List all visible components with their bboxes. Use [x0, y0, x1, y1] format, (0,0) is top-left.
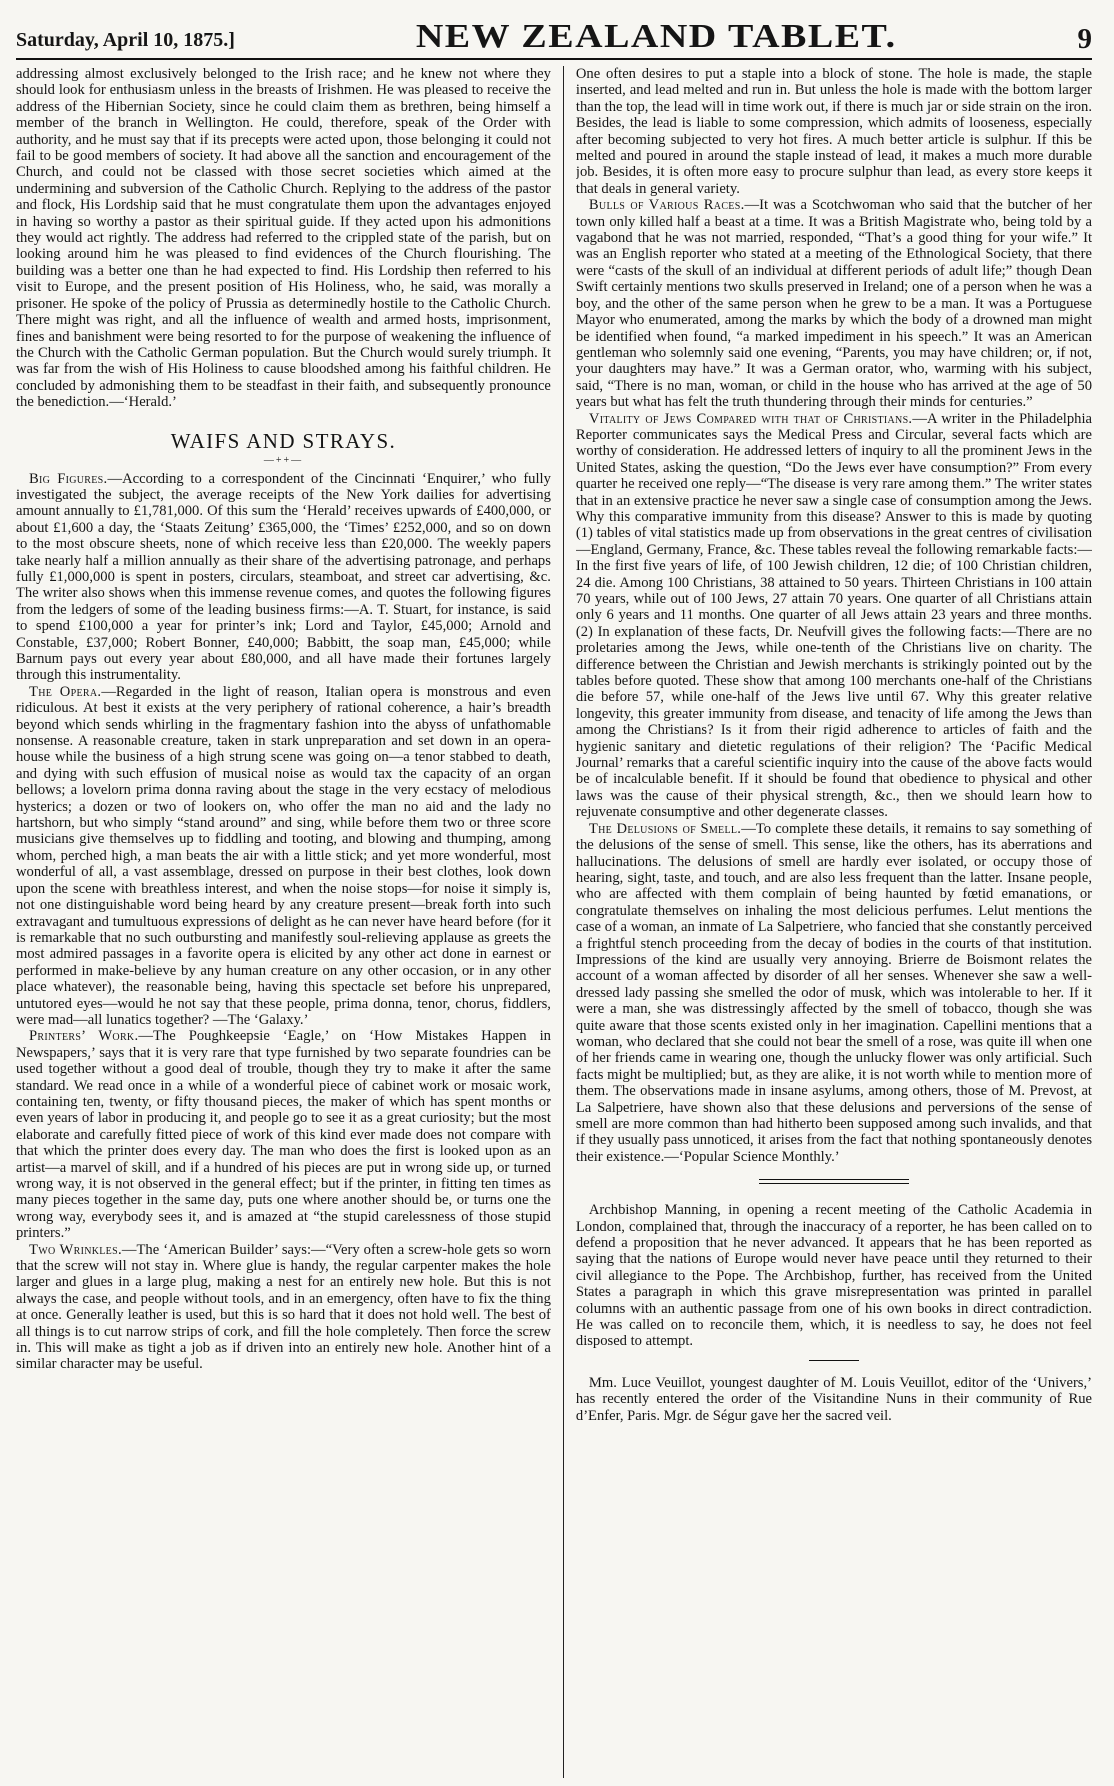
article-archbishop-manning: Archbishop Manning, in opening a recent meeting of the Catholic Academia in London, complained that, through the inaccuracy of a reporter, he has been called on to defend a proposition that he never advanced. It appears that he has been reported as saying that the nations of Europe would never have peace until they returned to their civil allegiance to the Pope. The Archbishop, further, has received from the United States a paragraph in which this grave misrepresentation was printed in parallel columns with an authentic passage from one of his own books in direct contradiction. He was called on to reconcile them, which, it is needless to say, he does not feel disposed to attempt.	[575, 1202, 1092, 1350]
article-body: —It was a Scotchwoman who said that the butcher of her town only killed half a beast at a time. It was a British Magistrate who, being told by a vagabond that he was not married, responded, “That’s a good thing for your wife.” It was an English reporter who stated at a meeting of the Ethnological Society, that there were “casts of the skull of an individual at different periods of adult life;” though Dean Swift certainly mentions two skulls preserved in Ireland; one of a person when he was a boy, and the other of the same person when he grew to be a man. It was a Portuguese Mayor who enumerated, among the marks by which the body of a drowned man might be identified when found, “a marked impediment in his speech.” It was an American gentleman who solemnly said one evening, “Parents, you may have children; or, if not, your daughters may have.” It was a German orator, who, warming with his subject, said, “There is no man, woman, or child in the house who has arrived at the age of 50 years but what has felt the truth thundering through their minds for centuries.”	[575, 197, 1092, 411]
article-lead: The Opera.	[29, 683, 102, 700]
newspaper-title: NEW ZEALAND TABLET.	[415, 17, 897, 55]
article-body: —A writer in the Philadelphia Reporter communicates says the Medical Press and Circular, several facts which are worthy of consideration. He addressed letters of inquiry to all the prominent Jews in the United States, asking the question, “Do the Jews ever have consumption?” From every quarter he received one reply—“The disease is very rare among them.” The writer states that in an extensive practice he never saw a single case of consumption among the Jews. Why this comparative immunity from this disease? Answer to this is made by quoting (1) tables of vital statistics made up from observations in the great centres of civilisation—England, Germany, France, &c. These tables reveal the following remarkable facts:—In the first five years of life, of 100 Jewish children, 12 die; of 100 Christian children, 24 die. Among 100 Christians, 38 attained to 50 years. Thirteen Christians in 100 attain 70 years, while out of 100 Jews, 27 attain 70 years. One quarter of all Christians attain only 6 years and 11 months. One quarter of all Jews attain 23 years and three months. (2) In explanation of these facts, Dr. Neufvill gives the following facts:—There are no proletaries among the Jews, while one-tenth of the Christians live on charity. The difference between the Christian and Jewish merchants is strikingly pointed out by the tables before quoted. These show that among 100 merchants one-half of the Christians die before 57, while one-half of the Jews live until 67. Why this greater relative longevity, this greater immunity from disease, and tenacity of life among the Jews than among the Christians? Is it from their rigid adherence to articles of faith and the hygienic sanitary and dietetic regulations of their religion? The ‘Pacific Medical Journal’ remarks that a careful scientific inquiry into the cause of the above facts would be of incalculable benefit. If it should be found that obedience to physical and other laws was the cause of their physical strength, &c., then we should learn how to rejuvenate consumptive and other degenerate classes.	[575, 410, 1092, 821]
left-column	[16, 66, 551, 1778]
article-body: —Regarded in the light of reason, Italian opera is monstrous and even ridiculous. At best it exists at the very periphery of rational coherence, a hair’s breadth beyond which sends whirling in the fragmentary fashion into the abyss of unfathomable nonsense. A reasonable creature, taken in stark unpreparation and set down in an opera-house while the business of a high strung scene was going on—a tenor stabbed to death, and dying with such effusion of musical noise as would tax the capacity of an organ bellows; a lovelorn prima donna raving about the stage in the very ecstacy of melodious hysterics; a dozen or two of lookers on, who offer the man no aid and the lady no hartshorn, but who simply “stand around” and sing, while before them two or three score musicians give themselves up to fiddling and tooting, and blowing and thumping, among whom, perched high, a man beats the air with a little stick; and yet more wonderful, most wonderful of all, a vast assemblage, dressed on purpose in their best clothes, look down upon the scene with breathless interest, and when the noise stops—for noise it simply is, not one distinguishable word being heard by any creature present—break forth into such extravagant and tumultuous expressions of delight as he can never have heard before (for it is remarkable that no such outbursting and manifestly soul-relieving applause as greets the most admired passages in a favorite opera is elicited by any other act done in earnest or performed in make-believe by any human creature on any other occasion, or in any other place whatever), the reasonable being, having this spectacle set before his unprepared, untutored eyes—would he not say that these people, prima donna, tenor, chorus, fiddlers, were mad—all lunatics together? —The ‘Galaxy.’	[16, 683, 551, 1028]
article-big-figures	[16, 471, 551, 684]
right-column	[576, 66, 1092, 1778]
columns	[16, 66, 1092, 1778]
item-separator	[809, 1360, 859, 1361]
issue-date: Saturday, April 10, 1875.]	[16, 29, 235, 51]
article-luce-veuillot: Mm. Luce Veuillot, youngest daughter of M. Louis Veuillot, editor of the ‘Univers,’ has recently entered the order of the Visitandine Nuns in their community of Rue d’Enfer, Paris. Mgr. de Ségur gave her the sacred veil.	[575, 1374, 1092, 1424]
article-the-opera	[16, 684, 551, 1029]
article-lead: Two Wrinkles.	[29, 1241, 122, 1258]
article-vitality-of-jews	[576, 411, 1092, 821]
article-delusions-of-smell	[576, 821, 1092, 1166]
hibernian-address-continuation: addressing almost exclusively belonged to the Irish race; and he knew not where they should look for enthusiasm unless in the breasts of Irishmen. He was pleased to receive the address of the Hibernian Society, since he could claim them as brethren, being himself a member of the branch in Wellington. He could, therefore, speak of the Order with authority, and he must say that if its precepts were acted upon, those belonging it could not fail to be good members of society. It had above all the sanction and encouragement of the Church, and could not be classed with those secret societies which aimed at the undermining and subversion of the Catholic Church. Replying to the address of the pastor and flock, His Lordship said that he must congratulate them upon the advantages enjoyed in having so worthy a pastor as their spiritual guide. If they acted upon his admonitions they would act rightly. The address had referred to the crippled state of the parish, but on looking around him he was pleased to find evidences of the Church flourishing. The building was a better one than he had expected to find. His Lordship then referred to his visit to Europe, and the present position of His Holiness, who, he said, was morally a prisoner. He spoke of the policy of Prussia as determinedly hostile to the Catholic Church. There might was right, and all the influence of wealth and armed hosts, imprisonment, fines and banishment were being resorted to for the purpose of weakening the influence of the Church with the Catholic German population. But the Church would surely triumph. It was far from the wish of His Holiness to cause bloodshed among his faithful children. He concluded by admonishing them to be steadfast in their faith, and subsequently pronounce the benediction.—‘Herald.’	[16, 66, 551, 411]
article-body: —The ‘American Builder’ says:—“Very often a screw-hole gets so worn that the screw will not stay in. Where glue is handy, the regular carpenter makes the hole larger and glues in a large plug, making a nest for an entirely new hole. But this is not always the case, and people without tools, and in an emergency, often have to fix the thing at once. Generally leather is used, but this is so hard that it does not hold well. The best of all things is to cut narrow strips of cork, and fill the hole completely. Then force the screw in. This will make as tight a job as if driven into an entirely new hole. Another hint of a similar character may be useful.	[16, 1241, 551, 1373]
section-separator	[759, 1179, 909, 1184]
article-two-wrinkles	[16, 1242, 551, 1373]
article-body: —According to a correspondent of the Cincinnati ‘Enquirer,’ who fully investigated the subject, the average receipts of the New York dailies for advertising amount annually to £1,781,000. Of this sum the ‘Herald’ receives upwards of £400,000, or about £1,600 a day, the ‘Staats Zeitung’ £365,000, the ‘Times’ £252,000, and so on down to the most obscure sheets, none of which receive less than £20,000. The weekly papers take nearly half a million annually as their share of the advertising patronage, and perhaps fully £1,000,000 is spent in posters, circulars, steamboat, and street car advertising, &c. The writer also shows when this immense revenue comes, and quotes the following figures from the ledgers of some of the leading business firms:—A. T. Stuart, for instance, is said to spend £100,000 a year for printer’s ink; Lord and Taylor, £45,000; Arnold and Constable, £37,000; Robert Bonner, £40,000; Babbitt, the soap man, £45,000; while Barnum pays out every year about £80,000, and all have made their fortunes largely through this instrumentality.	[16, 470, 551, 684]
article-printers-work	[16, 1028, 551, 1241]
column-divider	[563, 66, 564, 1778]
masthead	[16, 6, 1092, 60]
article-lead: Bulls of Various Races.	[588, 197, 745, 214]
article-body: —The Poughkeepsie ‘Eagle,’ on ‘How Mistakes Happen in Newspapers,’ says that it is very rare that type furnished by two separate foundries can be used together without a good deal of trouble, though they try to make it after the same standard. We read once in a while of a wonderful piece of cabinet work or mosaic work, containing ten, twenty, or fifty thousand pieces, the maker of which has spent months or even years of labor in producing it, and people go to see it as a great curiosity; but the most elaborate and carefully fitted piece of work of this kind ever made does not compare with that which the printer does every day. The man who does the first is looked upon as an artist—a marvel of skill, and if a hundred of his pieces are put in wrong side up, or turned wrong way, it is not observed in the general effect; but if the printer, in fitting ten times as many pieces together in the same day, puts one where another should be, or turns one the wrong way, everybody sees it, and is amazed at “the stupid carelessness of those stupid printers.”	[16, 1028, 551, 1242]
article-lead: Big Figures.	[29, 470, 108, 487]
two-wrinkles-continuation: One often desires to put a staple into a block of stone. The hole is made, the staple inserted, and lead melted and run in. But unless the hole is made with the bottom larger than the top, the lead will in time work out, if there is much jar or side strain on the iron. Besides, the lead is liable to some compression, which admits of looseness, especially after becoming subjected to very hot fires. A much better article is sulphur. If this be melted and poured in around the staple instead of lead, it makes a much more durable job. Besides, it is often more easy to procure sulphur than lead, as every store keeps it that deals in general variety.	[575, 66, 1092, 197]
article-lead: The Delusions of Smell.	[588, 820, 742, 837]
page-number: 9	[1077, 23, 1092, 55]
section-heading-waifs-and-strays: WAIFS AND STRAYS.	[170, 428, 397, 453]
article-lead: Vitality of Jews Compared with that of Christians.	[588, 410, 913, 427]
heading-ornament: —++—	[263, 454, 304, 466]
article-body: —To complete these details, it remains to say something of the delusions of the sense of smell. This sense, like the others, has its aberrations and hallucinations. The delusions of smell are hardly ever isolated, or occupy those of hearing, sight, taste, and touch, and are also less frequent than the latter. Insane people, who are affected with them complain of being haunted by fœtid emanations, or congratulate themselves on inhaling the most delicious perfumes. Lelut mentions the case of a woman, an inmate of La Salpetriere, who fancied that she constantly perceived a frightful stench proceeding from the decay of bodies in the courts of that institution. Impressions of the kind are usually very annoying. Brierre de Boismont relates the account of a woman affected by disorder of all her senses. Whenever she saw a well-dressed lady passing she smelled the odor of musk, which was intolerable to her. If it were a man, she was distressingly affected by the smell of tobacco, though she was quite aware that those scents existed only in her imagination. Capellini mentions that a woman, who declared that she could not bear the smell of a rose, was quite ill when one of her friends came in wearing one, though the unlucky flower was only artificial. Such facts might be multiplied; but, as they are alike, it is not worth while to mention more of them. The observations made in insane asylums, among others, those of M. Prevost, at La Salpetriere, have shown also that these delusions and perversions of the sense of smell are more common than had hitherto been supposed among such invalids, and that if they usually pass unnoticed, it arises from the fact that nothing spontaneously denotes their existence.—‘Popular Science Monthly.’	[575, 820, 1092, 1165]
article-bulls-of-various-races	[576, 197, 1092, 410]
article-lead: Printers’ Work.	[29, 1028, 139, 1045]
